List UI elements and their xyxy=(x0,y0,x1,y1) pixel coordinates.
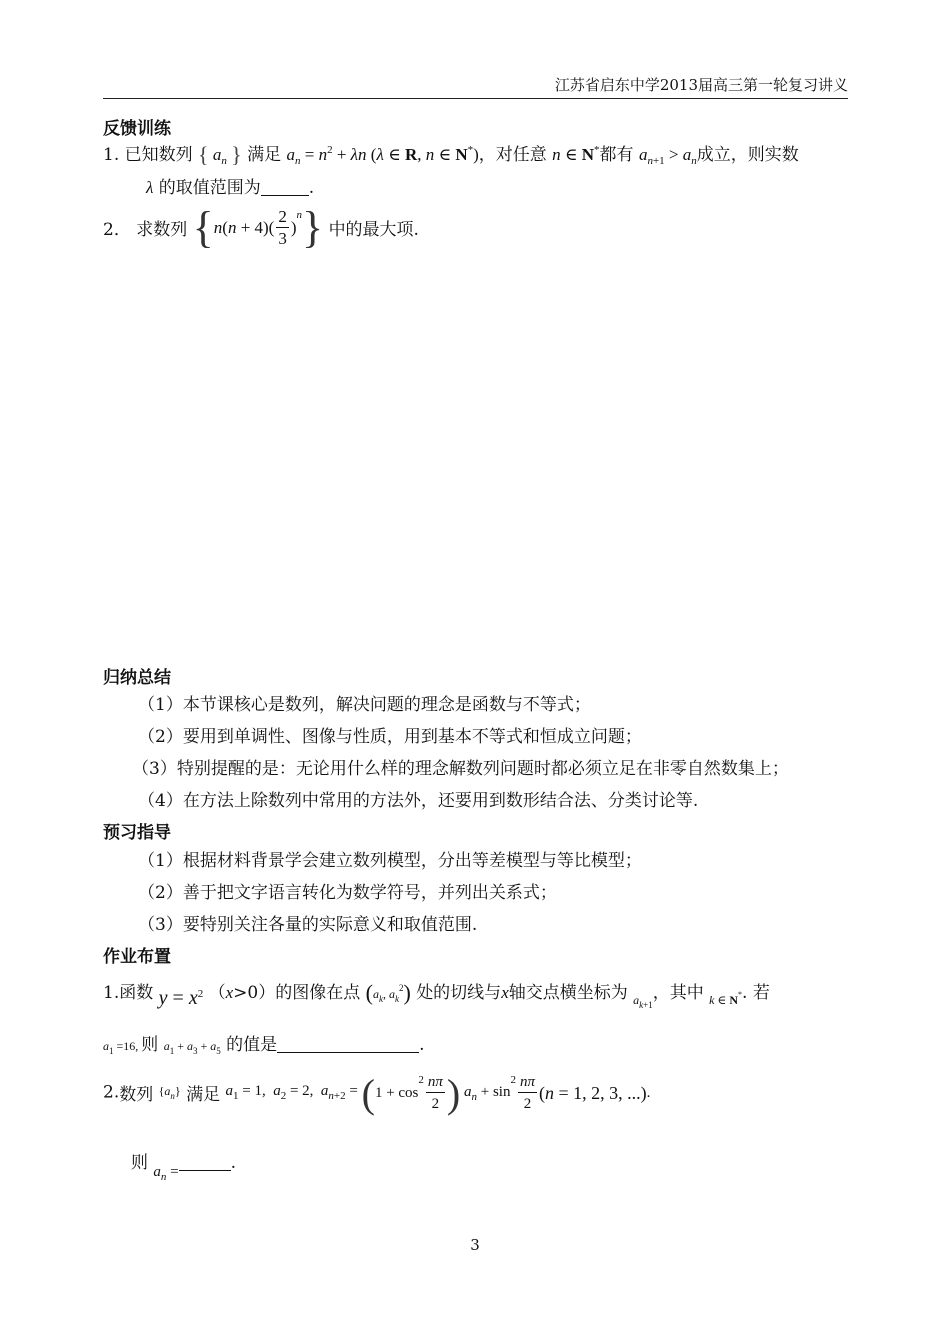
hw2-sequence-an: $\{a_n\}$ xyxy=(158,1083,181,1101)
hw2-an-expr: $a_n$ = xyxy=(153,1164,179,1183)
hw1-text-9: . xyxy=(742,983,748,1003)
q2-number: 2． xyxy=(103,219,131,240)
q1-inequality: $a_{n+1} > a_n$ xyxy=(638,145,697,167)
hw1-number: 1. xyxy=(103,983,120,1003)
section-title-preview: 预习指导 xyxy=(103,823,171,843)
hw1-x: x xyxy=(225,983,234,1002)
preview-item-1: （1）根据材料背景学会建立数列模型，分出等差模型与等比模型； xyxy=(138,851,642,871)
section-title-feedback: 反馈训练 xyxy=(103,119,171,139)
hw1-text-1: 函数 xyxy=(119,983,154,1003)
hw1-text-8: ，其中 xyxy=(652,983,704,1003)
hw2-recurrence: ($1 + \cos^2$ $\frac{n\pi}{2}$ ) $a_n + \sin^2$ $\frac{n\pi}{2}$ (n = 1, 2, 3, ...). xyxy=(361,1070,651,1116)
q1-condition-n: n ∈ N* xyxy=(552,144,600,164)
hw1-text-7: 轴交点横坐标为 xyxy=(508,983,628,1003)
q2-sequence-formula: {n(n + 4)( $\frac{2}{3}$ )$^n$} xyxy=(192,203,324,252)
section-title-summary: 归纳总结 xyxy=(103,668,171,688)
summary-item-4: （4）在方法上除数列中常用的方法外，还要用到数形结合法、分类讨论等. xyxy=(138,791,699,811)
hw1-text-11: 的值是 xyxy=(226,1035,278,1055)
page-number: 3 xyxy=(470,1236,480,1254)
hw1-k-in-n: k ∈ N* xyxy=(709,990,743,1007)
summary-item-3: （3）特别提醒的是：无论用什么样的理念解数列问题时都必须立足在非零自然数集上； xyxy=(132,759,789,779)
hw1-then: 则 xyxy=(141,1035,159,1055)
feedback-question-1 xyxy=(103,140,799,168)
q1-sequence-an: { $a_n$ } xyxy=(198,142,242,167)
feedback-question-1-cont xyxy=(146,173,314,198)
hw2-initial-values: $a_1 = 1$, $a_2 = 2$, $a_{n+2}$ = xyxy=(225,1082,362,1102)
hw1-point: ($a_k$, $a_k^2$) xyxy=(365,980,411,1005)
hw1-a1-value: $a_1 =16$, xyxy=(103,1039,142,1056)
hw1-x-axis: x xyxy=(501,983,509,1002)
homework-question-2 xyxy=(103,1072,650,1115)
feedback-question-2 xyxy=(103,203,419,252)
hw2-text-3: 则 xyxy=(131,1153,148,1173)
q1-text-5: 成立，则实数 xyxy=(696,145,799,165)
hw2-answer-blank[interactable] xyxy=(179,1154,231,1171)
summary-item-1: （1）本节课核心是数列，解决问题的理念是函数与不等式； xyxy=(138,695,591,715)
hw2-text-1: 数列 xyxy=(119,1084,154,1105)
q1-text-2: 满足 xyxy=(247,145,282,165)
summary-item-2: （2）要用到单调性、图像与性质，用到基本不等式和恒成立问题； xyxy=(138,727,642,747)
hw1-text-10: 若 xyxy=(752,983,770,1003)
q2-text-1: 求数列 xyxy=(136,219,188,240)
homework-question-2-cont: 则 $a_n$ = . xyxy=(131,1153,237,1183)
hw1-text-4: >0）的图像在点 xyxy=(233,983,361,1003)
section-title-homework: 作业布置 xyxy=(103,947,171,967)
q1-answer-blank[interactable] xyxy=(261,179,309,196)
hw1-sum: $a_1 + a_3 + a_5$ xyxy=(163,1039,221,1056)
hw2-text-2: 满足 xyxy=(186,1084,221,1105)
q1-number: 1. xyxy=(103,145,120,165)
q1-text-1: 已知数列 xyxy=(124,145,193,165)
preview-item-2: （2）善于把文字语言转化为数学符号，并列出关系式； xyxy=(138,883,557,903)
hw1-function: $y = x^2$ xyxy=(158,987,204,1009)
q1-text-4: 都有 xyxy=(599,145,634,165)
q1-lambda: λ xyxy=(146,178,154,197)
page-header: 江苏省启东中学2013届高三第一轮复习讲义 xyxy=(103,74,848,99)
homework-question-1 xyxy=(103,978,770,1010)
hw1-answer-blank[interactable] xyxy=(277,1036,419,1053)
homework-question-1-cont xyxy=(103,1030,425,1056)
q1-text-6: 的取值范围为 xyxy=(158,178,261,198)
preview-item-3: （3）要特别关注各量的实际意义和取值范围. xyxy=(138,915,478,935)
q2-text-2: 中的最大项. xyxy=(328,219,419,240)
q1-text-7: . xyxy=(308,178,315,198)
hw1-text-2: （ xyxy=(208,983,226,1003)
q1-formula: $a_n = n^2 + \lambda n$ (λ ∈ R, n ∈ N*) xyxy=(286,144,479,167)
hw1-text-12: . xyxy=(419,1035,425,1055)
q1-text-3: ，对任意 xyxy=(478,145,547,165)
hw1-ak1: ak+1 xyxy=(633,993,653,1010)
hw2-number: 2. xyxy=(103,1082,120,1103)
hw1-text-5: 处的切线与 xyxy=(416,983,502,1003)
